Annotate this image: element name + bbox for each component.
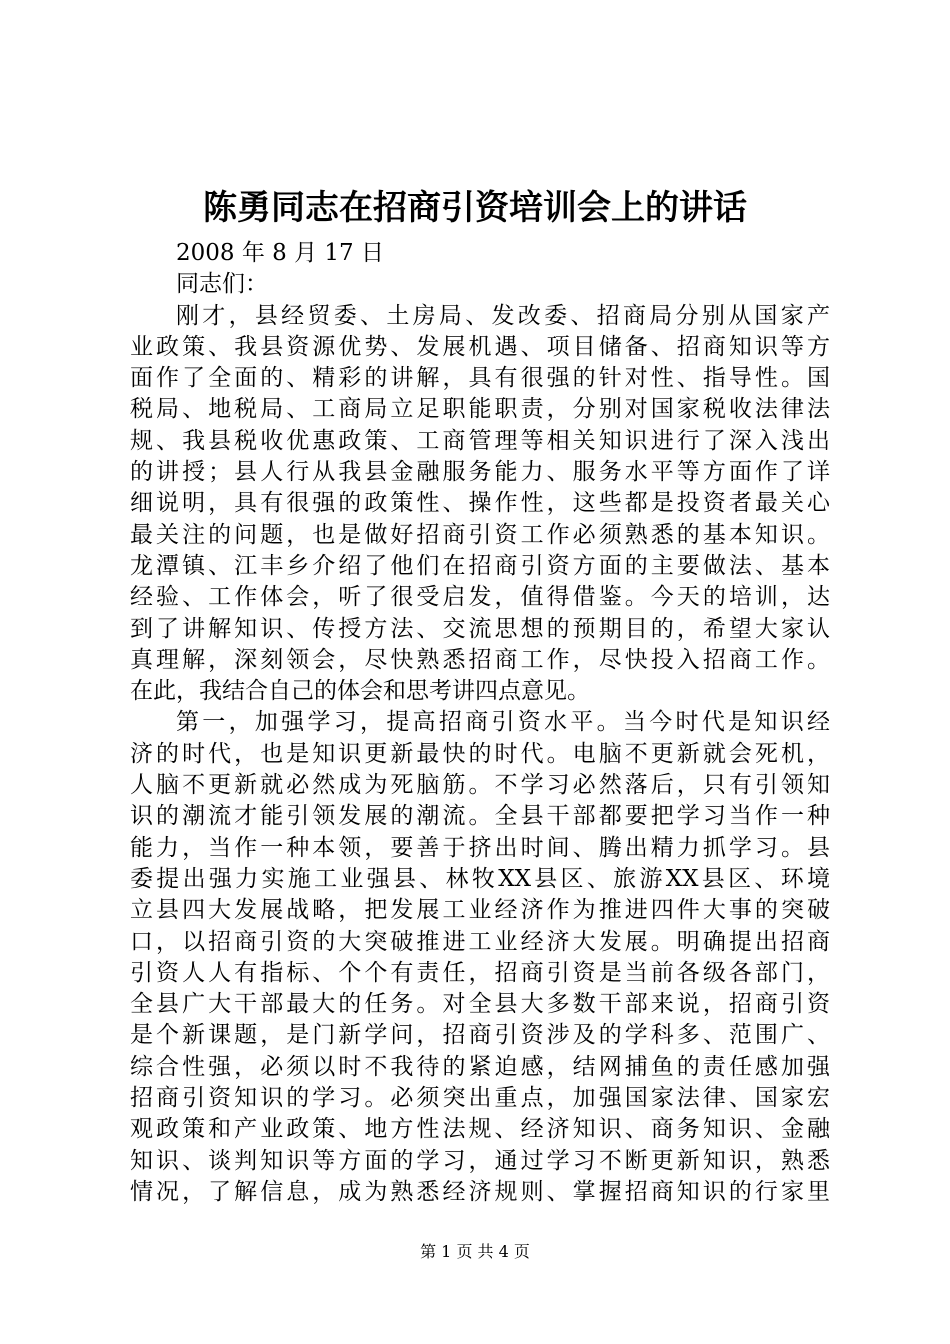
- text-line: 规、我县税收优惠政策、工商管理等相关知识进行了深入浅出: [130, 427, 830, 454]
- text-line: 引资人人有指标、个个有责任，招商引资是当前各级各部门，: [130, 959, 830, 986]
- text-line: 识的潮流才能引领发展的潮流。全县干部都要把学习当作一种: [130, 803, 830, 830]
- text-line: 在此，我结合自己的体会和思考讲四点意见。: [130, 678, 590, 705]
- text-line: 观政策和产业政策、地方性法规、经济知识、商务知识、金融: [130, 1116, 830, 1143]
- text-line: 到了讲解知识、传授方法、交流思想的预期目的，希望大家认: [130, 615, 830, 642]
- text-line: 立县四大发展战略，把发展工业经济作为推进四件大事的突破: [130, 897, 830, 924]
- text-line: 招商引资知识的学习。必须突出重点，加强国家法律、国家宏: [130, 1085, 830, 1112]
- text-line: 细说明，具有很强的政策性、操作性，这些都是投资者最关心: [130, 490, 830, 517]
- page-footer: 第 1 页 共 4 页: [420, 1242, 530, 1261]
- text-line: 人脑不更新就必然成为死脑筋。不学习必然落后，只有引领知: [130, 772, 830, 799]
- text-line: 刚才，县经贸委、土房局、发改委、招商局分别从国家产: [176, 302, 830, 329]
- paragraph-1: [130, 301, 830, 708]
- text-line: 真理解，深刻领会，尽快熟悉招商工作，尽快投入招商工作。: [130, 646, 830, 673]
- text-line: 知识、谈判知识等方面的学习，通过学习不断更新知识，熟悉: [130, 1147, 830, 1174]
- text-line: 最关注的问题，也是做好招商引资工作必须熟悉的基本知识。: [130, 521, 830, 548]
- text-line: 是个新课题，是门新学问，招商引资涉及的学科多、范围广、: [130, 1022, 830, 1049]
- text-line: 龙潭镇、江丰乡介绍了他们在招商引资方面的主要做法、基本: [130, 552, 830, 579]
- text-line: 业政策、我县资源优势、发展机遇、项目储备、招商知识等方: [130, 333, 830, 360]
- text-line: 经验、工作体会，听了很受启发，值得借鉴。今天的培训，达: [130, 584, 830, 611]
- text-line: 综合性强，必须以时不我待的紧迫感，结网捕鱼的责任感加强: [130, 1053, 830, 1080]
- text-line: 税局、地税局、工商局立足职能职责，分别对国家税收法律法: [130, 396, 830, 423]
- document-body: [130, 238, 830, 1208]
- text-line: 情况，了解信息，成为熟悉经济规则、掌握招商知识的行家里: [130, 1178, 830, 1205]
- text-line: 全县广大干部最大的任务。对全县大多数干部来说，招商引资: [130, 991, 830, 1018]
- page-title: 陈勇同志在招商引资培训会上的讲话: [203, 188, 747, 228]
- text-line: 第一，加强学习，提高招商引资水平。当今时代是知识经: [176, 709, 830, 736]
- text-line: 面作了全面的、精彩的讲解，具有很强的针对性、指导性。国: [130, 365, 830, 392]
- salutation: 同志们：: [176, 271, 268, 298]
- text-line: 的讲授；县人行从我县金融服务能力、服务水平等方面作了详: [130, 459, 830, 486]
- text-line: 委提出强力实施工业强县、林牧XX县区、旅游XX县区、环境: [130, 865, 830, 892]
- paragraph-2: [130, 707, 830, 1208]
- date-line: 2008 年 8 月 17 日: [176, 240, 384, 266]
- text-line: 口，以招商引资的大突破推进工业经济大发展。明确提出招商: [130, 928, 830, 955]
- text-line: 能力，当作一种本领，要善于挤出时间、腾出精力抓学习。县: [130, 834, 830, 861]
- text-line: 济的时代，也是知识更新最快的时代。电脑不更新就会死机，: [130, 740, 830, 767]
